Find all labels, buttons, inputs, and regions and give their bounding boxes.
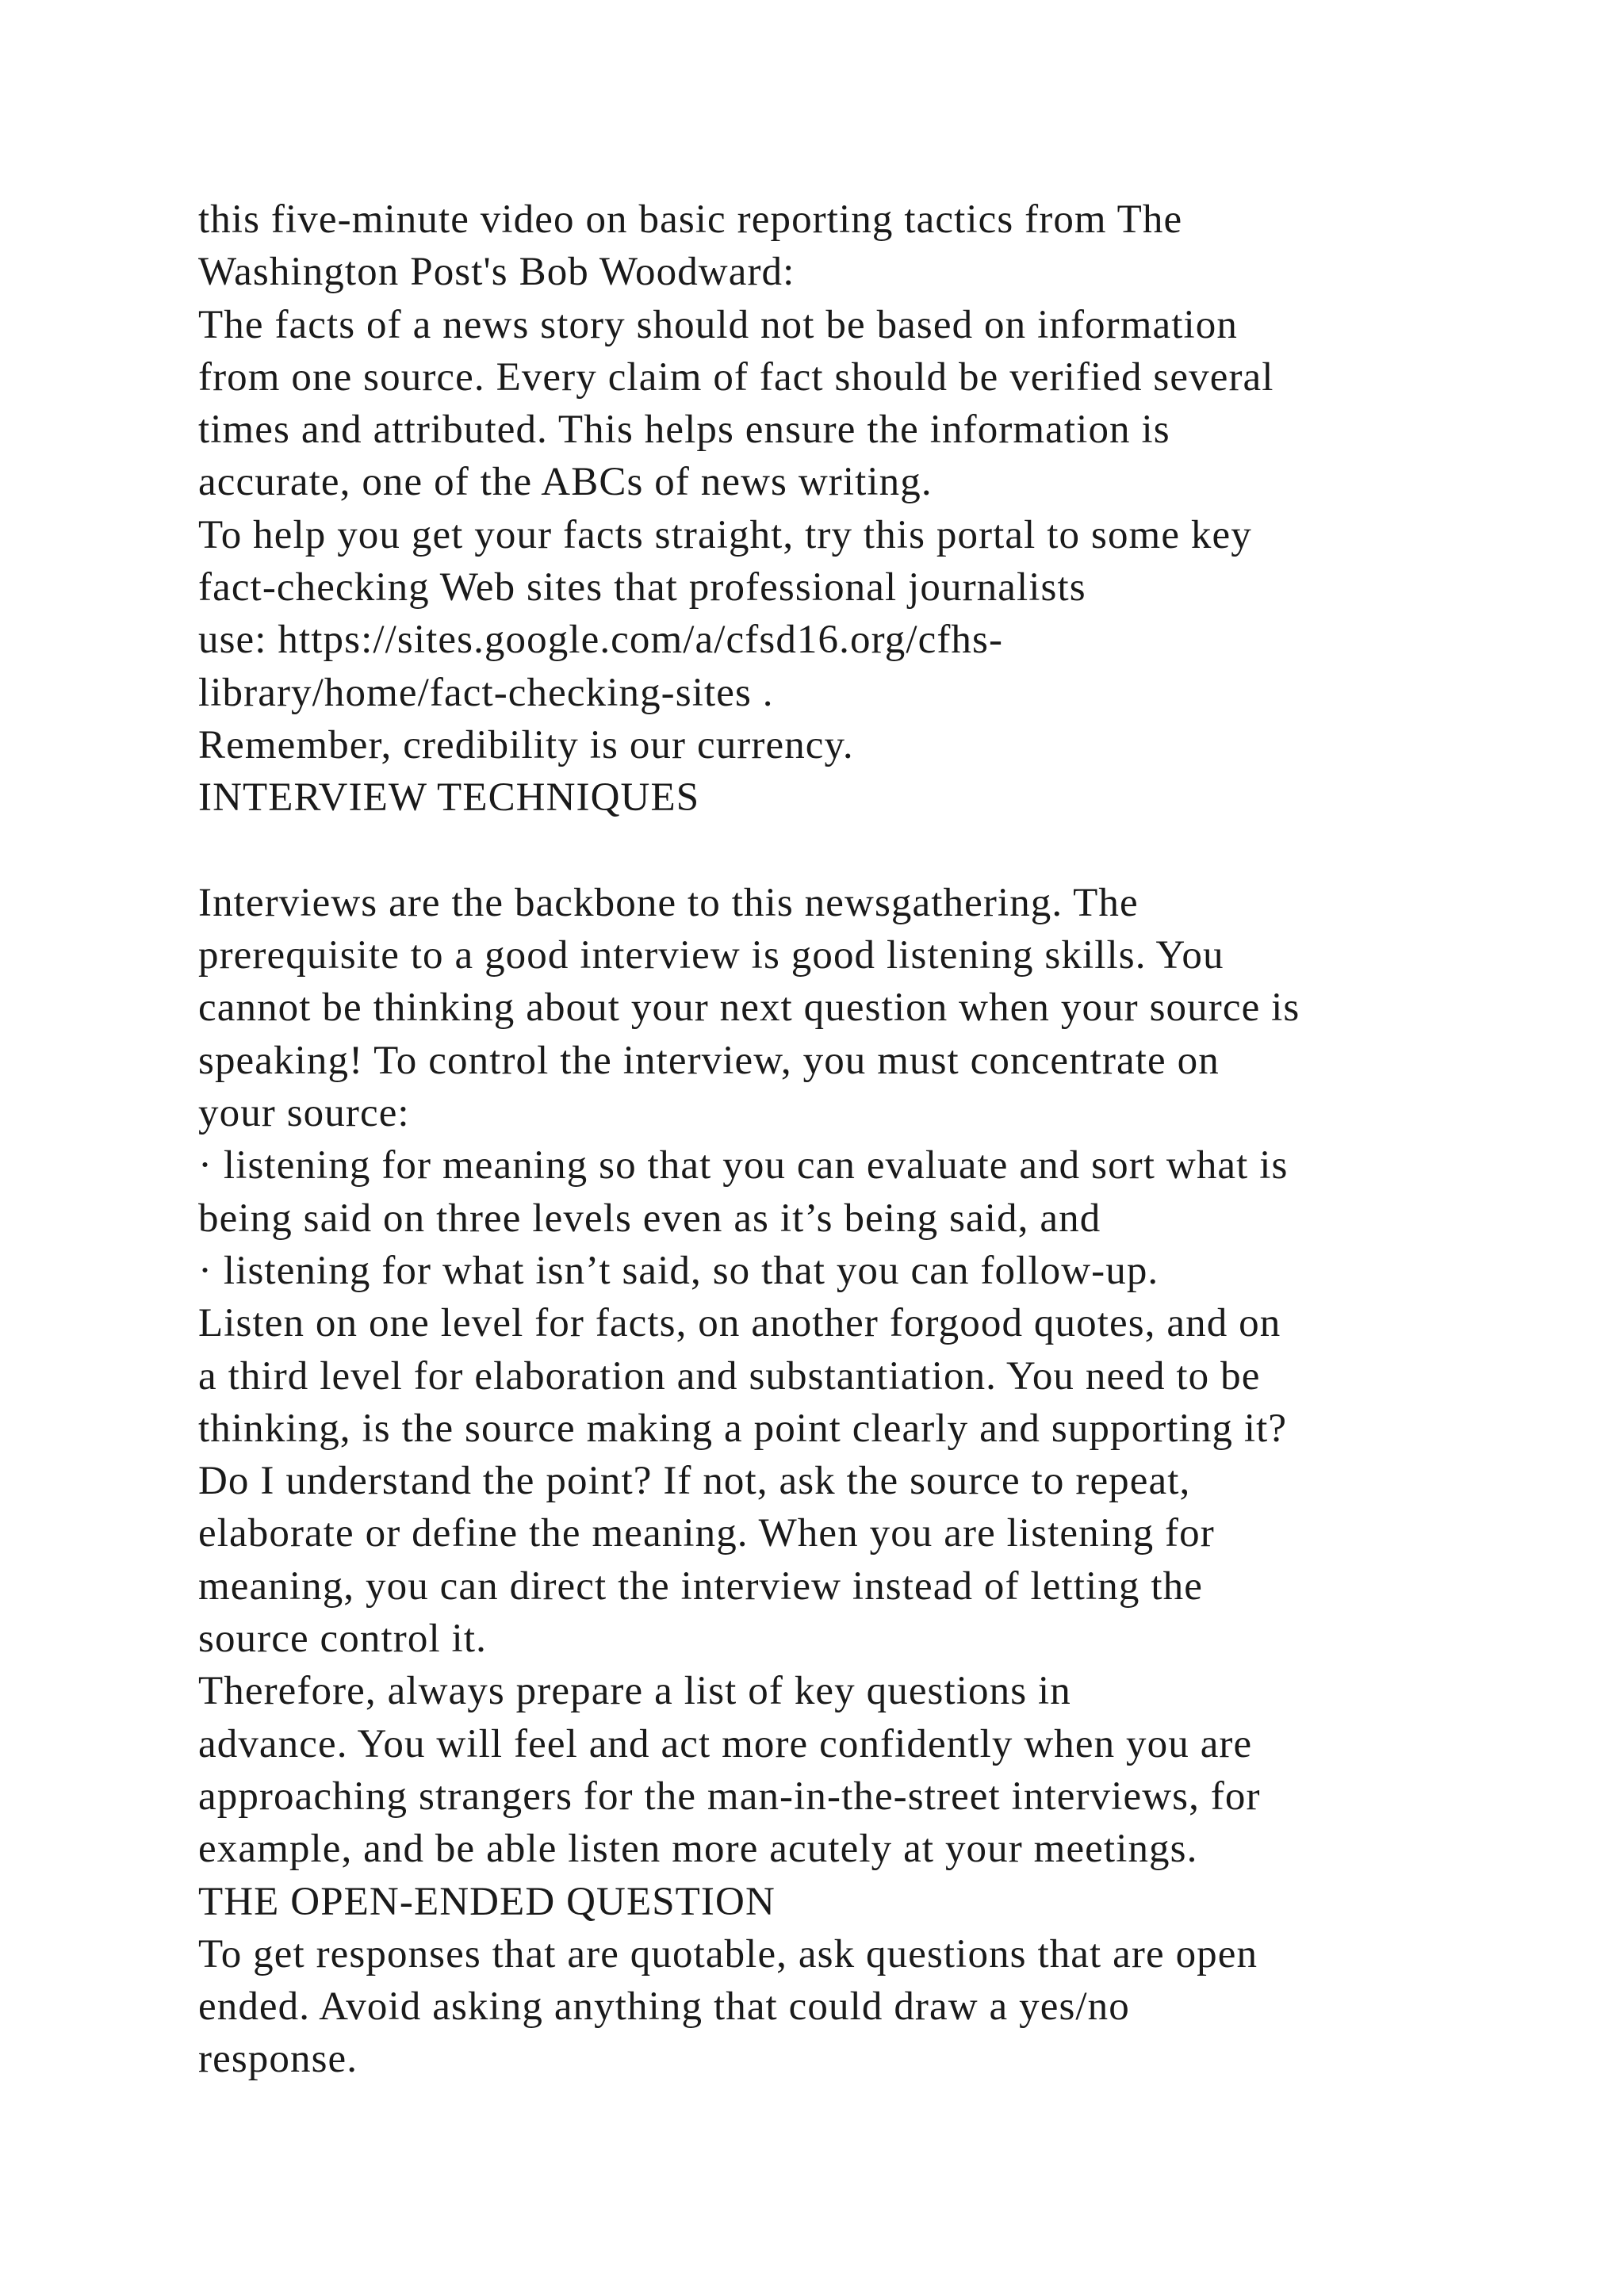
text-line: cannot be thinking about your next question when your source is (198, 985, 1300, 1031)
text-line: approaching strangers for the man-in-the-street interviews, for (198, 1774, 1261, 1819)
text-line: Therefore, always prepare a list of key questions in (198, 1669, 1071, 1714)
text-line: To get responses that are quotable, ask questions that are open (198, 1931, 1258, 1976)
text-line: Remember, credibility is our currency. (198, 722, 854, 767)
text-line: speaking! To control the interview, you must concentrate on (198, 1038, 1220, 1083)
text-line: ended. Avoid asking anything that could draw a yes/no (198, 1984, 1130, 2030)
text-line: being said on three levels even as it’s being said, and (198, 1196, 1101, 1241)
blank-line (198, 825, 1562, 877)
text-line: accurate, one of the ABCs of news writing. (198, 460, 933, 505)
text-line: source control it. (198, 1617, 487, 1662)
text-line: this five-minute video on basic reporting tactics from The (198, 197, 1183, 242)
section-heading-open-ended-question: THE OPEN-ENDED QUESTION (198, 1879, 776, 1924)
bullet-line: · listening for what isn’t said, so that you can follow-up. (198, 1248, 1159, 1293)
text-line: The facts of a news story should not be based on information (198, 302, 1238, 347)
text-line: meaning, you can direct the interview instead of letting the (198, 1563, 1203, 1609)
text-line: Interviews are the backbone to this newsgathering. The (198, 880, 1139, 925)
text-line: times and attributed. This helps ensure the information is (198, 408, 1170, 453)
bullet-line: · listening for meaning so that you can evaluate and sort what is (198, 1143, 1289, 1188)
text-line: thinking, is the source making a point clearly and supporting it? (198, 1406, 1288, 1451)
text-line: fact-checking Web sites that professional journalists (198, 565, 1086, 610)
text-line: from one source. Every claim of fact should be verified several (198, 354, 1274, 400)
text-line: Do I understand the point? If not, ask the source to repeat, (198, 1459, 1191, 1504)
section-heading-interview-techniques: INTERVIEW TECHNIQUES (198, 775, 700, 821)
text-line: response. (198, 2037, 358, 2082)
text-line-link: library/home/fact-checking-sites . (198, 670, 774, 715)
text-line: Washington Post's Bob Woodward: (198, 250, 795, 295)
text-line: your source: (198, 1091, 410, 1136)
text-line: a third level for elaboration and substantiation. You need to be (198, 1353, 1261, 1399)
text-line: Listen on one level for facts, on another forgood quotes, and on (198, 1301, 1281, 1346)
document-page (198, 193, 1562, 2086)
text-line-link: use: https://sites.google.com/a/cfsd16.org/cfhs- (198, 618, 1004, 663)
text-line: To help you get your facts straight, try this portal to some key (198, 512, 1252, 557)
text-line: elaborate or define the meaning. When you are listening for (198, 1511, 1215, 1556)
text-line: prerequisite to a good interview is good listening skills. You (198, 933, 1224, 978)
text-line: advance. You will feel and act more confidently when you are (198, 1721, 1253, 1766)
text-line: example, and be able listen more acutely at your meetings. (198, 1827, 1198, 1872)
